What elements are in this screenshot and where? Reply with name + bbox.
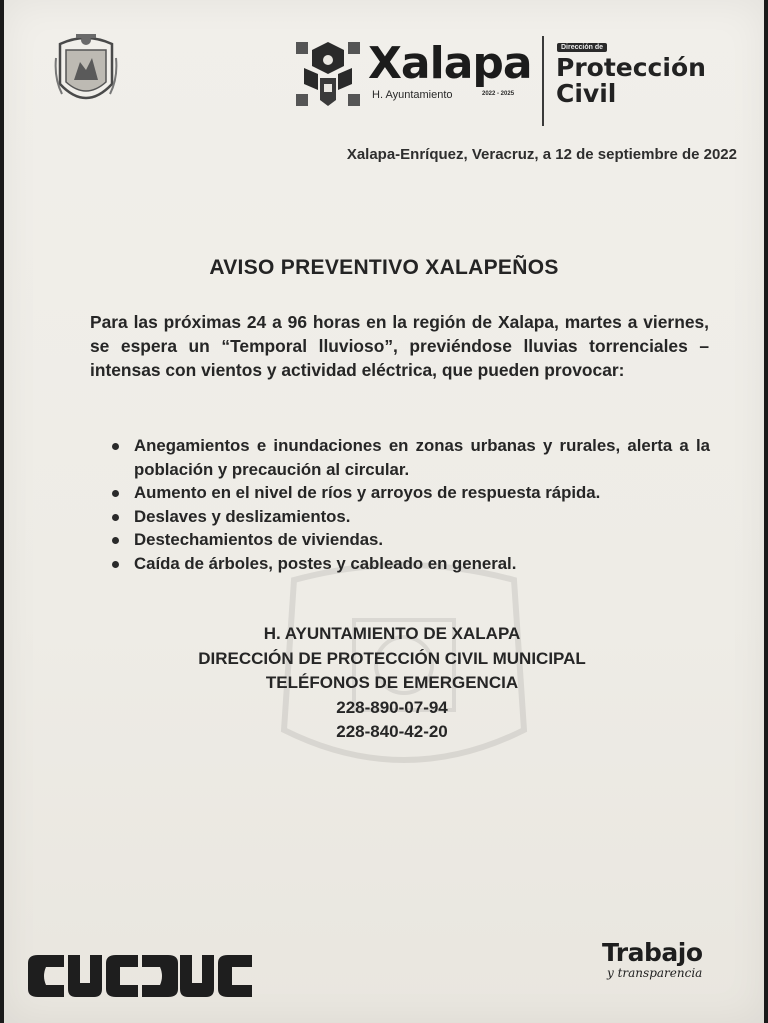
slogan-sub: y transparencia — [607, 966, 703, 980]
signoff-block — [4, 622, 768, 745]
pc-title-line1: Protección — [556, 53, 706, 82]
list-item: Caída de árboles, postes y cableado en general. — [110, 552, 710, 576]
notice-title: AVISO PREVENTIVO XALAPEÑOS — [209, 256, 559, 279]
slogan-main: Trabajo — [602, 938, 703, 967]
intro-paragraph: Para las próximas 24 a 96 horas en la región de Xalapa, martes a viernes, se espera un “Temporal lluvioso”, previéndose lluvias torrenciales – intensas con vientos y actividad eléctrica, que pueden provocar: — [90, 312, 709, 380]
signoff-telefonos-label: TELÉFONOS DE EMERGENCIA — [265, 673, 519, 692]
signoff-direccion: DIRECCIÓN DE PROTECCIÓN CIVIL MUNICIPAL — [198, 648, 586, 668]
pc-department-label: Dirección de — [557, 43, 607, 52]
xalapa-emblem-icon — [292, 38, 364, 110]
phone-number-1: 228-890-07-94 — [336, 697, 448, 717]
pc-title — [556, 55, 706, 107]
list-item: Destechamientos de viviendas. — [110, 528, 710, 552]
header-divider — [542, 36, 544, 126]
list-item: Deslaves y deslizamientos. — [110, 505, 710, 529]
decorative-pattern-icon — [28, 955, 252, 997]
list-item: Anegamientos e inundaciones en zonas urbanas y rurales, alerta a la población y precaución al circular. — [110, 434, 710, 481]
list-item: Aumento en el nivel de ríos y arroyos de respuesta rápida. — [110, 481, 710, 505]
brand-subtitle: H. Ayuntamiento — [372, 89, 453, 101]
pc-title-line2: Civil — [556, 79, 617, 108]
document-sheet — [4, 0, 764, 1023]
brand-years: 2022 - 2025 — [482, 91, 515, 97]
coat-of-arms-icon — [54, 28, 118, 112]
date-line: Xalapa-Enríquez, Veracruz, a 12 de septiembre de 2022 — [346, 146, 737, 163]
brand-name: Xalapa — [368, 38, 532, 89]
phone-number-2: 228-840-42-20 — [336, 722, 448, 741]
signoff-ayuntamiento: H. AYUNTAMIENTO DE XALAPA — [263, 624, 521, 643]
hazard-list — [110, 434, 710, 575]
